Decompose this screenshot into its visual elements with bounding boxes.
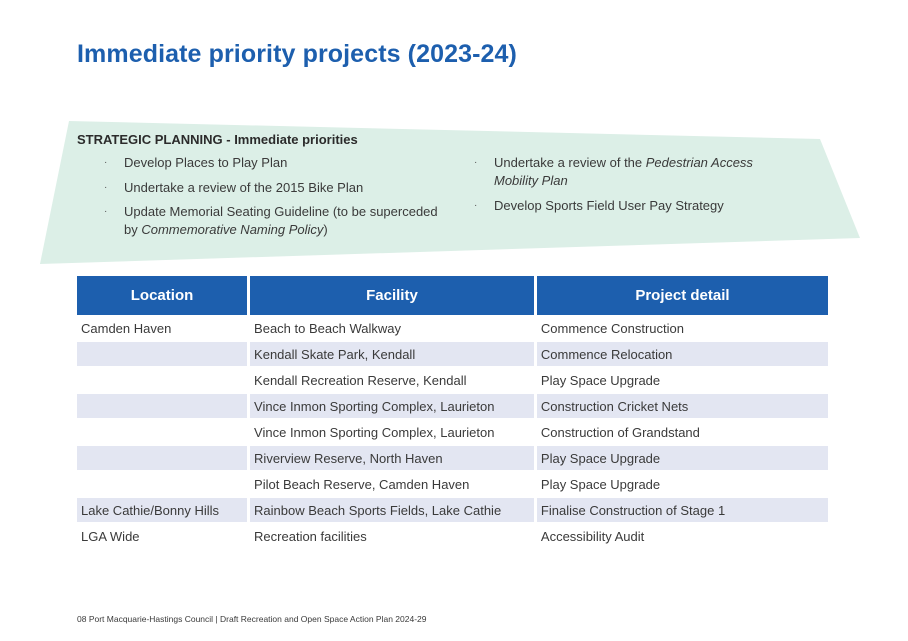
cell-facility: Vince Inmon Sporting Complex, Laurieton — [250, 419, 534, 445]
table-body — [77, 315, 828, 549]
strategic-item — [104, 154, 454, 172]
cell-facility: Recreation facilities — [250, 523, 534, 549]
cell-project-detail: Play Space Upgrade — [537, 445, 828, 471]
bullet-icon: · — [104, 206, 108, 217]
cell-location — [77, 471, 247, 497]
strategic-item — [104, 179, 454, 197]
table-row — [77, 445, 828, 471]
strategic-item — [474, 197, 794, 215]
cell-project-detail: Commence Relocation — [537, 341, 828, 367]
cell-location — [77, 393, 247, 419]
strategic-item — [104, 203, 454, 239]
cell-project-detail: Accessibility Audit — [537, 523, 828, 549]
header-location: Location — [77, 276, 247, 315]
cell-project-detail: Commence Construction — [537, 315, 828, 341]
page-title: Immediate priority projects (2023-24) — [77, 40, 517, 68]
strategic-item-after: ) — [323, 222, 328, 237]
strategic-item-text: Update Memorial Seating Guideline (to be superceded by — [124, 204, 438, 237]
strategic-item — [474, 154, 794, 190]
page-footer: 08 Port Macquarie-Hastings Council | Draft Recreation and Open Space Action Plan 2024-29 — [77, 614, 427, 624]
table-row — [77, 419, 828, 445]
strategic-item-text: Develop Places to Play Plan — [124, 155, 288, 170]
table-row — [77, 393, 828, 419]
cell-facility: Pilot Beach Reserve, Camden Haven — [250, 471, 534, 497]
bullet-icon: · — [104, 181, 108, 193]
cell-facility: Riverview Reserve, North Haven — [250, 445, 534, 471]
cell-facility: Rainbow Beach Sports Fields, Lake Cathie — [250, 497, 534, 523]
table-row — [77, 341, 828, 367]
cell-project-detail: Finalise Construction of Stage 1 — [537, 497, 828, 523]
table-header-row — [77, 276, 828, 315]
cell-project-detail: Play Space Upgrade — [537, 471, 828, 497]
cell-location — [77, 419, 247, 445]
strategic-item-text: Undertake a review of the 2015 Bike Plan — [124, 179, 364, 195]
cell-location: Camden Haven — [77, 315, 247, 341]
cell-location: LGA Wide — [77, 523, 247, 549]
cell-facility: Kendall Recreation Reserve, Kendall — [250, 367, 534, 393]
header-project-detail: Project detail — [537, 276, 828, 315]
cell-location: Lake Cathie/Bonny Hills — [77, 497, 247, 523]
bullet-icon: · — [104, 157, 108, 168]
cell-location — [77, 445, 247, 471]
cell-facility: Vince Inmon Sporting Complex, Laurieton — [250, 393, 534, 419]
table-row — [77, 523, 828, 549]
strategic-item-italic: Pedestrian Access Mobility Plan — [494, 155, 753, 188]
table-row — [77, 497, 828, 523]
cell-project-detail: Construction of Grandstand — [537, 419, 828, 445]
table-row — [77, 367, 828, 393]
table-row — [77, 471, 828, 497]
projects-table — [74, 276, 831, 549]
strategic-item-text: Undertake a review of the — [494, 155, 646, 170]
header-facility: Facility — [250, 276, 534, 315]
bullet-icon: · — [474, 199, 478, 211]
cell-location — [77, 341, 247, 367]
cell-project-detail: Play Space Upgrade — [537, 367, 828, 393]
cell-project-detail: Construction Cricket Nets — [537, 393, 828, 419]
strategic-item-italic: Commemorative Naming Policy — [141, 222, 324, 237]
bullet-icon: · — [474, 157, 478, 168]
cell-location — [77, 367, 247, 393]
strategic-planning-box — [77, 130, 837, 250]
table-row — [77, 315, 828, 341]
cell-facility: Beach to Beach Walkway — [250, 315, 534, 341]
strategic-list-right — [474, 154, 794, 221]
strategic-list-left — [104, 154, 454, 246]
cell-facility: Kendall Skate Park, Kendall — [250, 341, 534, 367]
strategic-heading: STRATEGIC PLANNING - Immediate priorities — [77, 132, 358, 147]
strategic-item-text: Develop Sports Field User Pay Strategy — [494, 197, 724, 213]
